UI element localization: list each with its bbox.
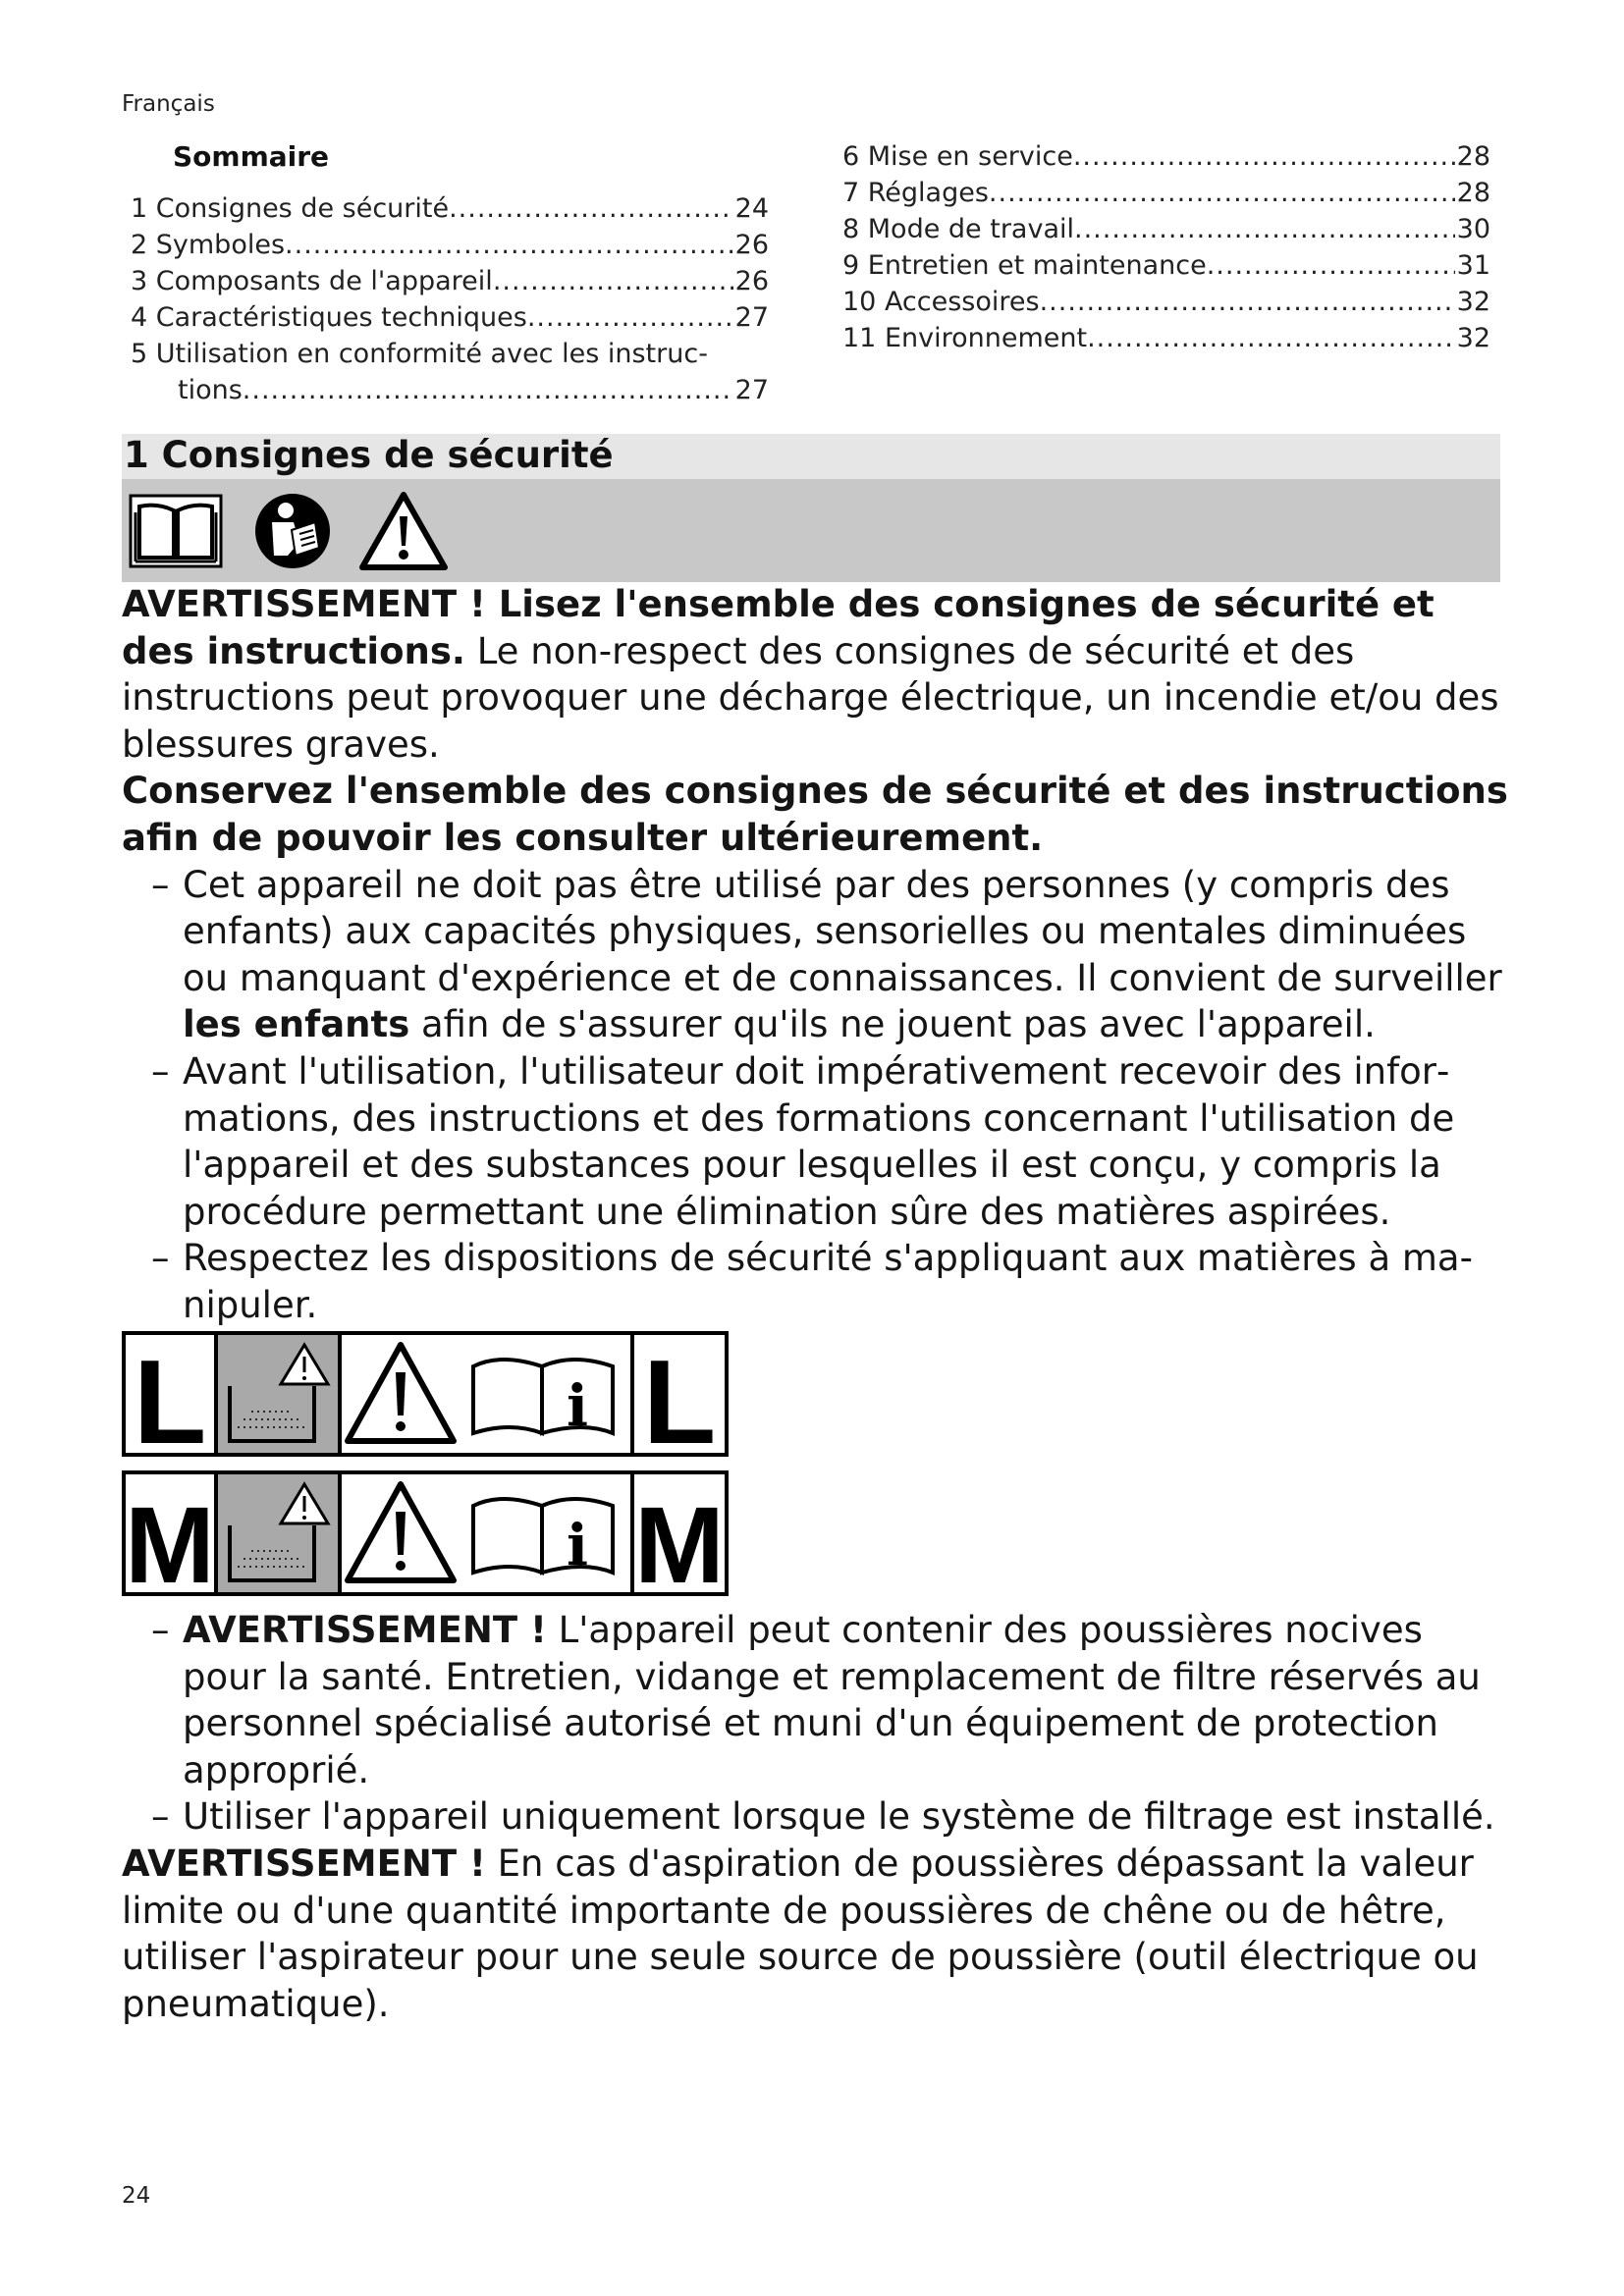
dust-class-letter-left: M bbox=[125, 1485, 215, 1596]
toc-right-column bbox=[842, 138, 1490, 356]
toc-entry[interactable]: 9 Entretien et maintenance ..... 31 bbox=[842, 247, 1490, 284]
toc-title: Sommaire bbox=[173, 140, 330, 173]
dust-class-letter-right: M bbox=[634, 1485, 725, 1596]
toc-entry[interactable]: 2 Symboles ..... 26 bbox=[131, 227, 769, 263]
dust-class-letter-right: L bbox=[642, 1335, 717, 1457]
toc-entry[interactable]: 8 Mode de travail ..... 30 bbox=[842, 211, 1490, 247]
keep-instructions-note: Conservez l'ensemble des consignes de sécurité et des instructions afin de pouvoir les consulter ultérieurement. bbox=[122, 770, 1508, 859]
read-instructions-info-icon bbox=[473, 1499, 613, 1578]
list-item: – Avant l'utilisation, l'utilisateur doit impérativement recevoir des informations, des instructions et des formations concernant l'utilisation de l'appareil et des substances pour lesquelles il est conçu, y compris la procédure permettant une élimination sûre des matières aspirées. bbox=[151, 1049, 1455, 1233]
dust-class-letter-left: L bbox=[133, 1335, 207, 1457]
safety-instructions-body bbox=[122, 581, 1516, 1329]
toc-entry[interactable]: tions ..... 27 bbox=[131, 372, 769, 408]
list-item: – Utiliser l'appareil uniquement lorsque le système de filtrage est installé. bbox=[151, 1795, 1495, 1839]
general-warning-paragraph: AVERTISSEMENT ! Lisez l'ensemble des consignes de sécurité et des instructions. Le non-respect des consignes de sécurité et des instructions peut provoquer une décharge électrique, un incendie et/ou des blessures graves. bbox=[122, 583, 1499, 766]
toc-left-column bbox=[131, 190, 769, 408]
toc-entry[interactable]: 1 Consignes de sécurité ..... 24 bbox=[131, 190, 769, 227]
toc-entry[interactable]: 7 Réglages ..... 28 bbox=[842, 175, 1490, 211]
read-manual-person-icon bbox=[252, 491, 333, 571]
list-item: – Cet appareil ne doit pas être utilisé par des personnes (y compris des enfants) aux capacités physiques, sensorielles ou mentales diminuées ou manquant d'expérience et de connaissances. Il convient de surveiller les enfants afin de s'assurer qu'ils ne jouent pas avec l'appareil. bbox=[151, 863, 1502, 1046]
list-item: – AVERTISSEMENT ! L'appareil peut contenir des poussières nocives pour la santé. Entretien, vidange et remplacement de filtre réservés au personnel spécialisé autorisé et muni d'un équipement de protection approprié. bbox=[151, 1609, 1481, 1791]
read-instructions-info-icon bbox=[473, 1360, 613, 1439]
dust-warnings-body bbox=[122, 1607, 1516, 2027]
read-manual-icon bbox=[128, 493, 224, 569]
header-language: Français bbox=[122, 91, 215, 117]
warning-triangle-icon bbox=[358, 489, 449, 571]
section-title: 1 Consignes de sécurité bbox=[124, 434, 614, 476]
toc-entry[interactable]: 6 Mise en service ..... 28 bbox=[842, 138, 1490, 175]
toc-entry[interactable]: 4 Caractéristiques techniques ..... 27 bbox=[131, 299, 769, 336]
toc-entry[interactable]: 10 Accessoires ..... 32 bbox=[842, 284, 1490, 320]
toc-entry[interactable]: 3 Composants de l'appareil ..... 26 bbox=[131, 263, 769, 299]
svg-text:i: i bbox=[566, 1372, 589, 1439]
toc-entry[interactable]: 11 Environnement ..... 32 bbox=[842, 320, 1490, 356]
svg-text:i: i bbox=[566, 1512, 589, 1578]
list-item: – Respectez les dispositions de sécurité s'appliquant aux matières à manipuler. bbox=[151, 1237, 1473, 1326]
dust-limit-warning-paragraph: AVERTISSEMENT ! En cas d'aspiration de poussières dépassant la valeur limite ou d'une quantité importante de poussières de chêne ou de hêtre, utiliser l'aspirateur pour une seule source de poussière (outil électrique ou pneumatique). bbox=[122, 1842, 1479, 2025]
toc-entry[interactable]: 5 Utilisation en conformité avec les instruc- bbox=[131, 339, 708, 369]
page-number: 24 bbox=[122, 2183, 151, 2209]
dust-class-m-symbol bbox=[122, 1470, 729, 1596]
dust-class-l-symbol bbox=[122, 1331, 729, 1457]
safety-icon-bar bbox=[122, 479, 1500, 582]
